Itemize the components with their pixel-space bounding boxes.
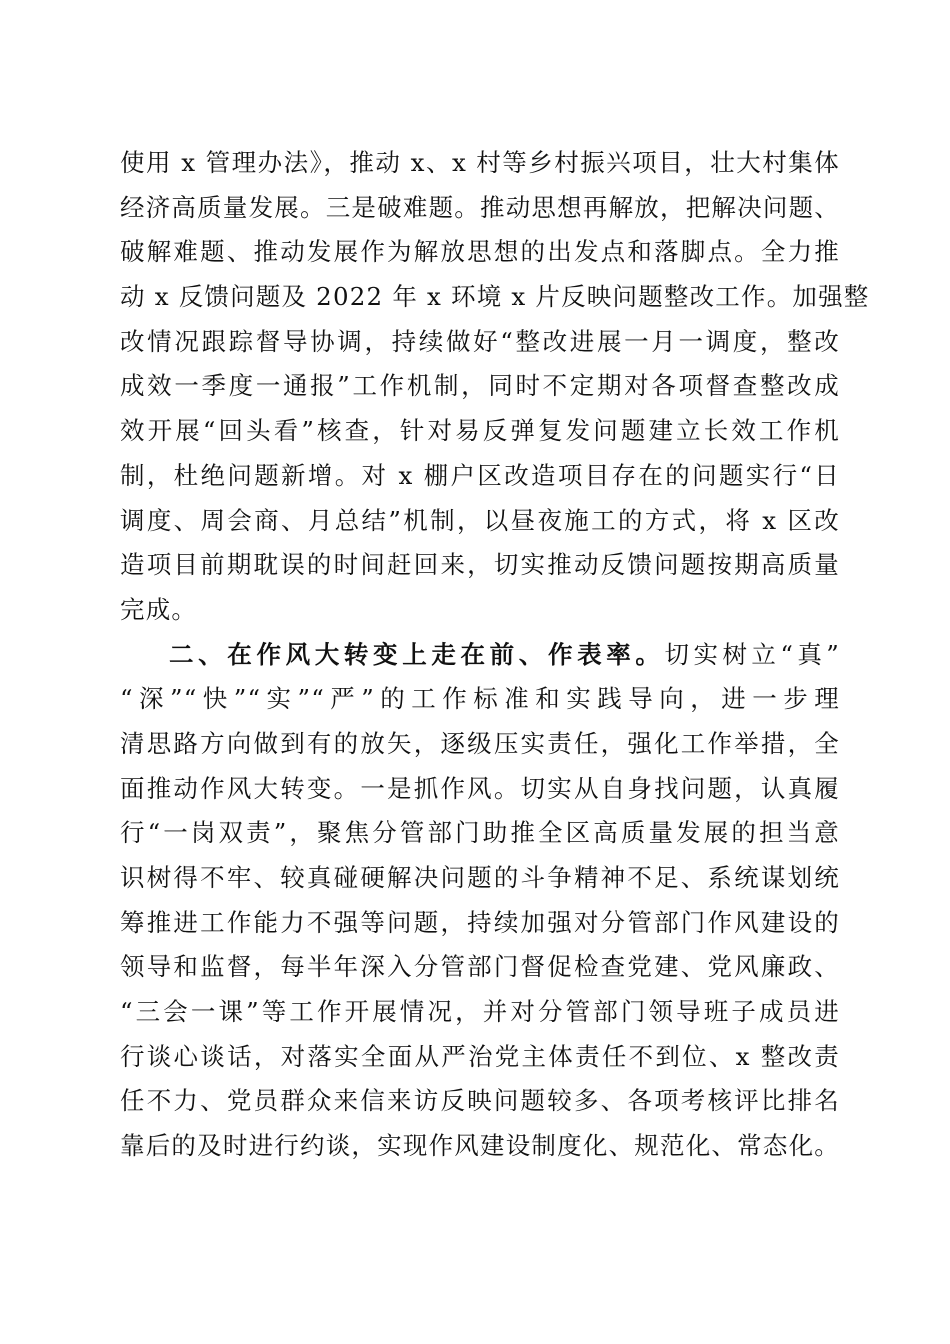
paragraph-line: 识树得不牢、较真碰硬解决问题的斗争精神不足、系统谋划统 [120, 863, 840, 892]
paragraph-line: 行“一岗双责”，聚焦分管部门助推全区高质量发展的担当意 [120, 818, 840, 848]
paragraph-line: 效开展“回头看”核查，针对易反弹复发问题建立长效工作机 [120, 416, 840, 446]
section-heading: 二、在作风大转变上走在前、作表率。 [169, 639, 665, 669]
paragraph-line: “三会一课”等工作开展情况，并对分管部门领导班子成员进 [120, 997, 840, 1027]
paragraph-line: 靠后的及时进行约谈，实现作风建设制度化、规范化、常态化。 [120, 1131, 840, 1161]
paragraph-line: 改情况跟踪督导协调，持续做好“整改进展一月一调度，整改 [120, 326, 840, 356]
paragraph-line-last: 完成。 [120, 594, 198, 624]
paragraph-2 [120, 633, 840, 1169]
paragraph-line: 任不力、党员群众来信来访反映问题较多、各项考核评比排名 [120, 1086, 840, 1116]
paragraph-line: 行谈心谈话，对落实全面从严治党主体责任不到位、x 整改责 [120, 1041, 840, 1071]
paragraph-1 [120, 141, 870, 633]
paragraph-line: 造项目前期耽误的时间赶回来，切实推动反馈问题按期高质量 [120, 550, 840, 580]
paragraph-line: 破解难题、推动发展作为解放思想的出发点和落脚点。全力推 [120, 237, 840, 267]
paragraph-line: 制，杜绝问题新增。对 x 棚户区改造项目存在的问题实行“日 [120, 460, 840, 490]
paragraph-line: 面推动作风大转变。一是抓作风。切实从自身找问题，认真履 [120, 773, 840, 803]
paragraph-first-line [120, 633, 840, 678]
paragraph-line: 清思路方向做到有的放矢，逐级压实责任，强化工作举措，全 [120, 728, 840, 758]
paragraph-line: 经济高质量发展。三是破难题。推动思想再解放，把解决问题、 [120, 192, 840, 222]
paragraph-line: “深”“快”“实”“严”的工作标准和实践导向，进一步理 [120, 684, 840, 714]
paragraph-line: 领导和监督，每半年深入分管部门督促检查党建、党风廉政、 [120, 952, 840, 982]
paragraph-line: 使用 x 管理办法》，推动 x、x 村等乡村振兴项目，壮大村集体 [120, 148, 840, 177]
heading-continuation: 切实树立“真” [664, 639, 840, 669]
paragraph-line: 动 x 反馈问题及 2022 年 x 环境 x 片反映问题整改工作。加强整 [120, 282, 870, 312]
paragraph-line: 成效一季度一通报”工作机制，同时不定期对各项督查整改成 [120, 371, 840, 401]
body-text [120, 141, 870, 1169]
paragraph-line: 筹推进工作能力不强等问题，持续加强对分管部门作风建设的 [120, 907, 840, 937]
paragraph-line: 调度、周会商、月总结”机制，以昼夜施工的方式，将 x 区改 [120, 505, 840, 535]
